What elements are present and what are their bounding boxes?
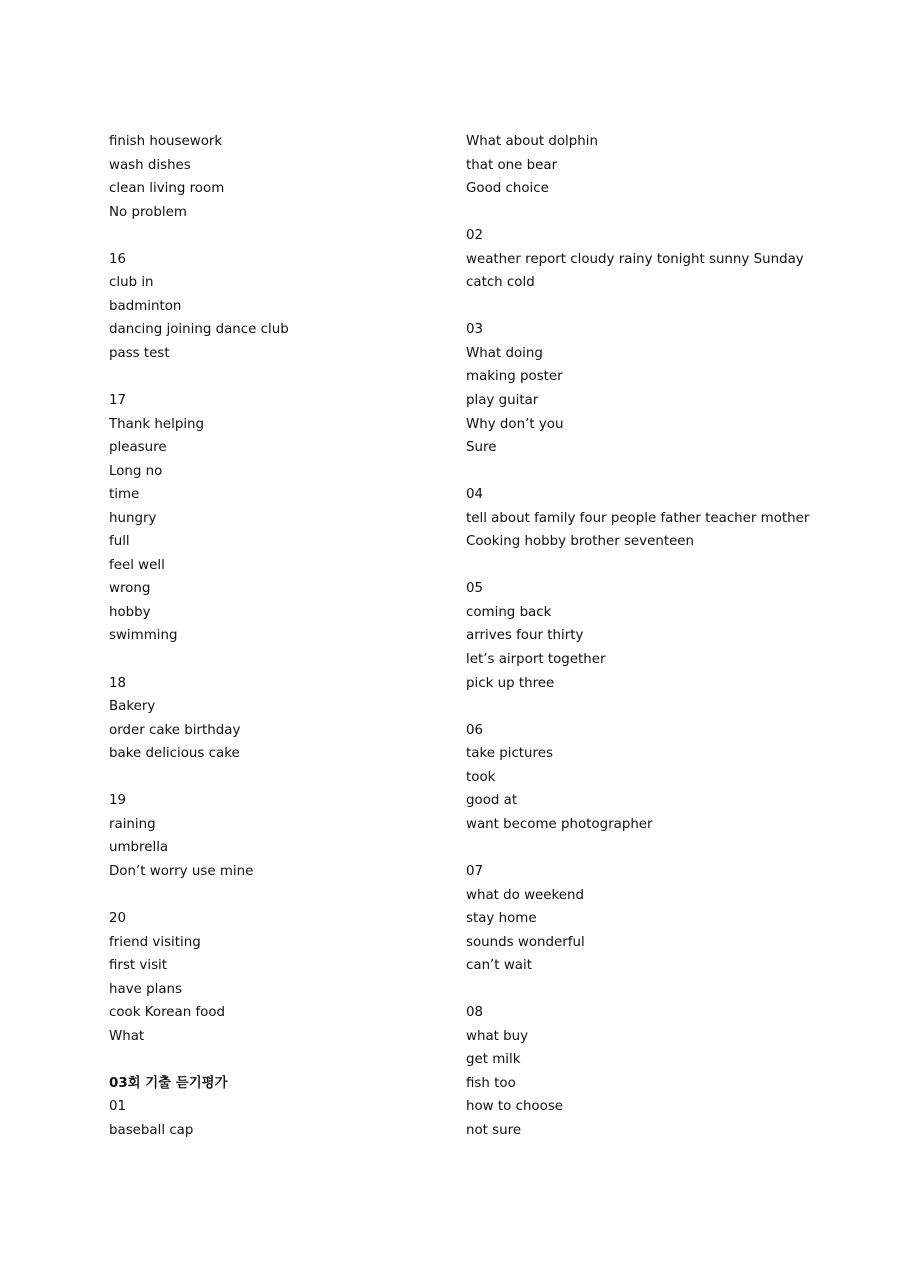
text-line: What [109, 1028, 145, 1044]
text-line: No problem [109, 204, 187, 220]
text-line: weather report cloudy rainy tonight sunny Sunday [466, 251, 804, 267]
text-line: cook Korean food [109, 1005, 226, 1021]
text-line: tell about family four people father teacher mother [466, 510, 810, 526]
text-line: pick up three [466, 675, 555, 691]
text-line: Thank helping [109, 416, 205, 432]
text-line: feel well [109, 557, 165, 573]
text-line: pass test [109, 345, 170, 361]
text-line: bake delicious cake [109, 746, 240, 762]
text-line: sounds wonderful [466, 934, 585, 950]
blank-line [466, 695, 866, 719]
text-line: 16 [109, 251, 127, 267]
blank-line [466, 295, 866, 319]
text-line: Bakery [109, 699, 156, 715]
blank-line [109, 766, 439, 790]
text-line: 19 [109, 793, 127, 809]
blank-line [109, 884, 439, 908]
text-line: baseball cap [109, 1122, 194, 1138]
text-line: 18 [109, 675, 127, 691]
text-line: want become photographer [466, 816, 653, 832]
text-line: coming back [466, 604, 552, 620]
text-line: took [466, 769, 496, 785]
text-line: get milk [466, 1052, 521, 1068]
text-line: what do weekend [466, 887, 585, 903]
text-line: that one bear [466, 157, 558, 173]
text-line: dancing joining dance club [109, 322, 289, 338]
text-line: club in [109, 275, 154, 291]
text-line: order cake birthday [109, 722, 241, 738]
text-line: umbrella [109, 840, 169, 856]
text-line: let’s airport together [466, 652, 606, 668]
blank-line [109, 224, 439, 248]
text-line: 04 [466, 487, 484, 503]
text-line: arrives four thirty [466, 628, 584, 644]
text-line: stay home [466, 911, 537, 927]
text-line: Long no [109, 463, 163, 479]
blank-line [109, 365, 439, 389]
text-line: What about dolphin [466, 134, 598, 149]
text-line: hungry [109, 510, 157, 526]
text-line: 17 [109, 393, 127, 409]
text-line: good at [466, 793, 518, 809]
text-line: Good choice [466, 181, 549, 197]
text-line: 02 [466, 228, 484, 244]
text-line: what buy [466, 1028, 529, 1044]
text-line: wash dishes [109, 157, 191, 173]
blank-line [466, 836, 866, 860]
text-line: raining [109, 816, 156, 832]
text-line: hobby [109, 604, 151, 620]
text-line: What doing [466, 345, 543, 361]
blank-line [109, 1048, 439, 1072]
text-line: 05 [466, 581, 484, 597]
text-line: friend visiting [109, 934, 201, 950]
text-line: can’t wait [466, 958, 532, 974]
left-column [109, 130, 439, 1143]
text-line: wrong [109, 581, 151, 597]
text-line: 06 [466, 722, 484, 738]
text-line: how to choose [466, 1099, 564, 1115]
text-line: 01 [109, 1099, 127, 1115]
blank-line [466, 978, 866, 1002]
blank-line [466, 460, 866, 484]
text-line: clean living room [109, 181, 225, 197]
text-line: 08 [466, 1005, 484, 1021]
text-line: swimming [109, 628, 178, 644]
text-line: pleasure [109, 440, 167, 456]
text-line: Sure [466, 440, 497, 456]
text-line: badminton [109, 298, 182, 314]
text-line: making poster [466, 369, 563, 385]
text-line: catch cold [466, 275, 535, 291]
text-line: 03 [466, 322, 484, 338]
text-line: time [109, 487, 140, 503]
text-line: Cooking hobby brother seventeen [466, 534, 695, 550]
text-line: Why don’t you [466, 416, 564, 432]
blank-line [466, 554, 866, 578]
text-line: not sure [466, 1122, 522, 1138]
text-line: 20 [109, 911, 127, 927]
text-line: play guitar [466, 393, 539, 409]
section-heading: 03회 기출 듣기평가 [109, 1075, 228, 1091]
text-line: Don’t worry use mine [109, 863, 254, 879]
blank-line [109, 648, 439, 672]
right-column [466, 130, 866, 1143]
text-line: take pictures [466, 746, 553, 762]
text-line: finish housework [109, 134, 223, 149]
text-line: have plans [109, 981, 183, 997]
text-line: first visit [109, 958, 168, 974]
text-line: 07 [466, 863, 484, 879]
blank-line [466, 201, 866, 225]
text-line: full [109, 534, 130, 550]
text-line: fish too [466, 1075, 516, 1091]
